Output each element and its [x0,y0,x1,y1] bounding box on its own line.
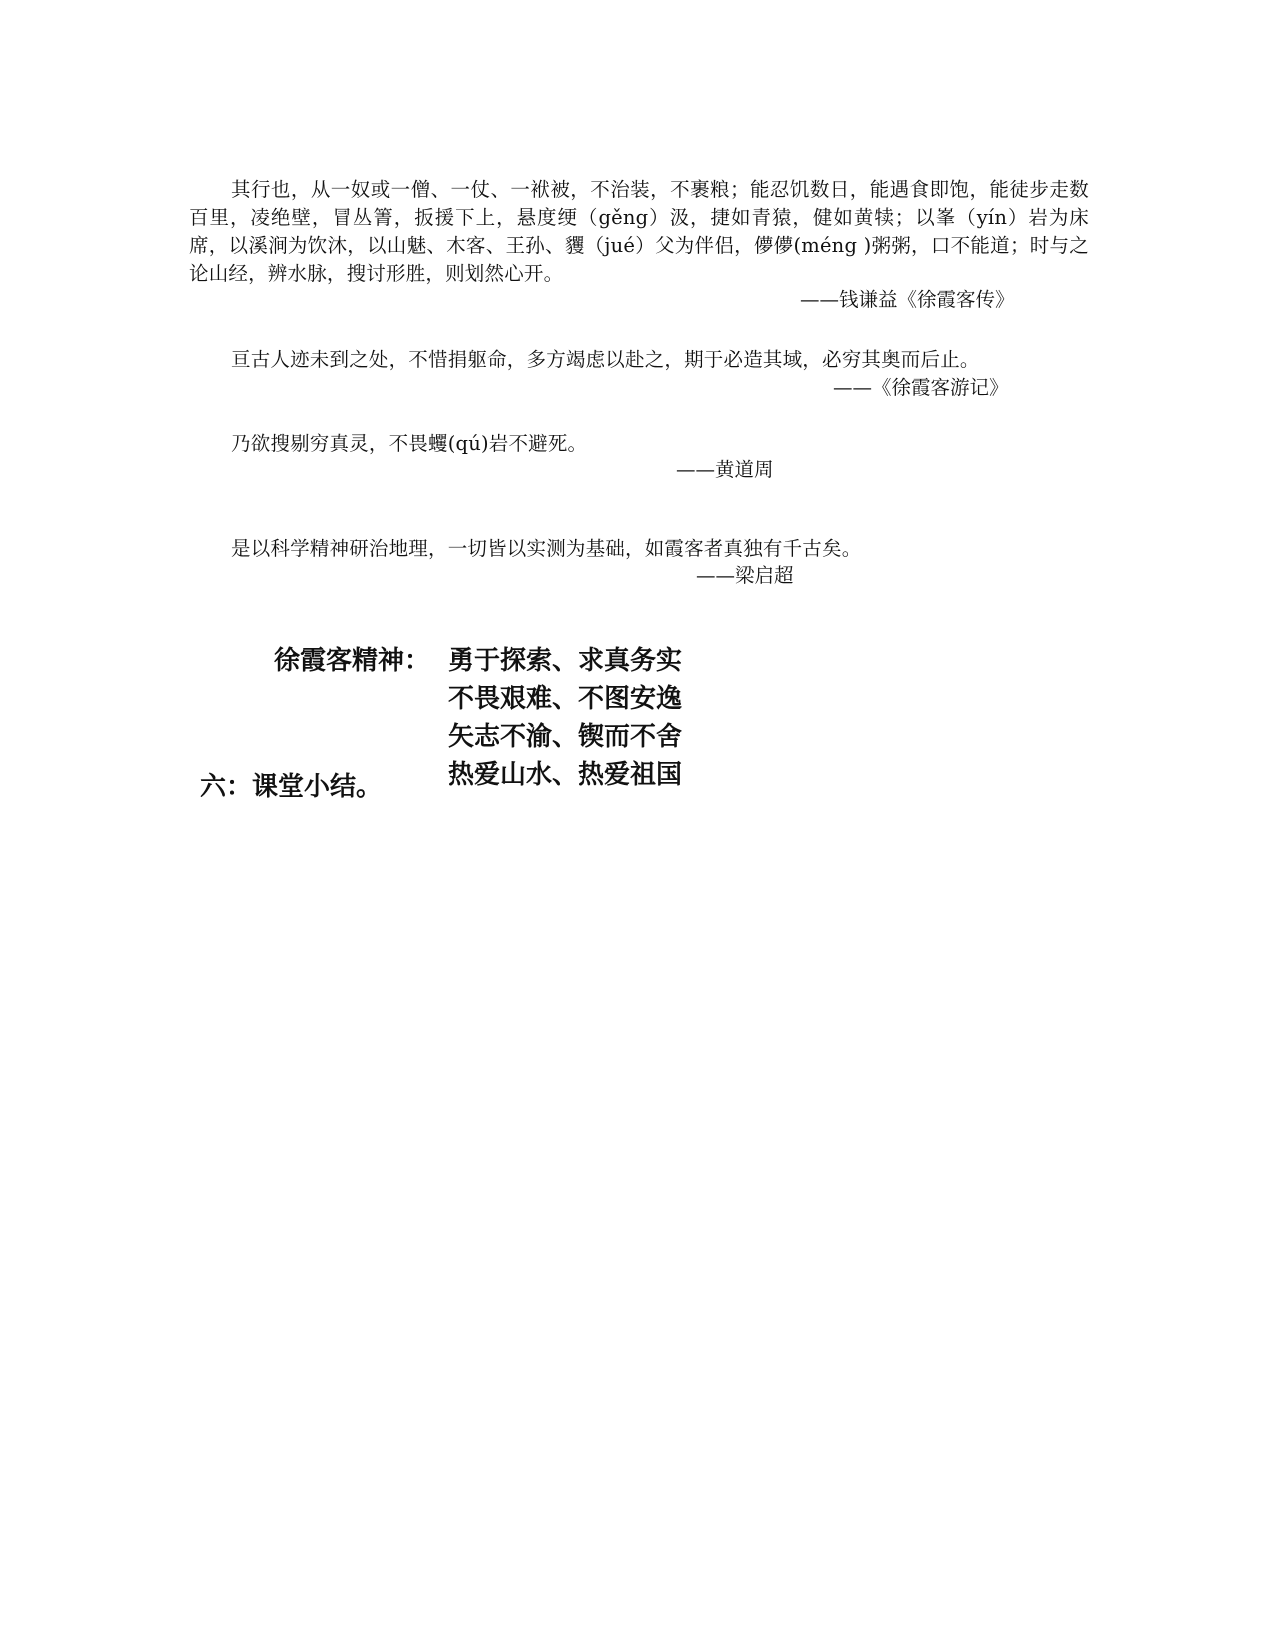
spirit-line-2: 不畏艰难、不图安逸 [448,684,683,714]
quote-paragraph-liang: 是以科学精神研治地理，一切皆以实测为基础，如霞客者真独有千古矣。 [231,537,862,560]
quote-attribution-huang: ——黄道周 [676,458,774,481]
section-heading: 六：课堂小结。 [200,772,383,802]
quote-paragraph-youji: 亘古人迹未到之处，不惜捐躯命，多方竭虑以赴之，期于必造其域，必穷其奥而后止。 [231,348,980,371]
spirit-label: 徐霞客精神： [274,646,431,676]
spirit-line-3: 矢志不渝、锲而不舍 [448,722,683,752]
quote-paragraph-huang: 乃欲搜剔穷真灵，不畏蠼(qú)岩不避死。 [231,432,588,455]
quote-attribution-qian: ——钱谦益《徐霞客传》 [800,288,1015,311]
quote-paragraph-qian: 其行也，从一奴或一僧、一仗、一袱被，不治装，不裹粮；能忍饥数日，能遇食即饱，能徒步走数百里，凌绝壁，冒丛箐，扳援下上，悬度绠（gěng）汲，捷如青猿，健如黄犊；以峯（yín）岩为床席，以溪涧为饮沐，以山魅、木客、王孙、貜（jué）父为伴侣，儚儚(méng )粥粥，口不能道；时与之论山经，辨水脉，搜讨形胜，则划然心开。 [189,178,1089,285]
quote-attribution-liang: ——梁启超 [696,564,794,587]
spirit-line-1: 勇于探索、求真务实 [448,646,683,676]
spirit-line-4: 热爱山水、热爱祖国 [448,760,683,790]
quote-attribution-youji: ——《徐霞客游记》 [833,376,1009,399]
